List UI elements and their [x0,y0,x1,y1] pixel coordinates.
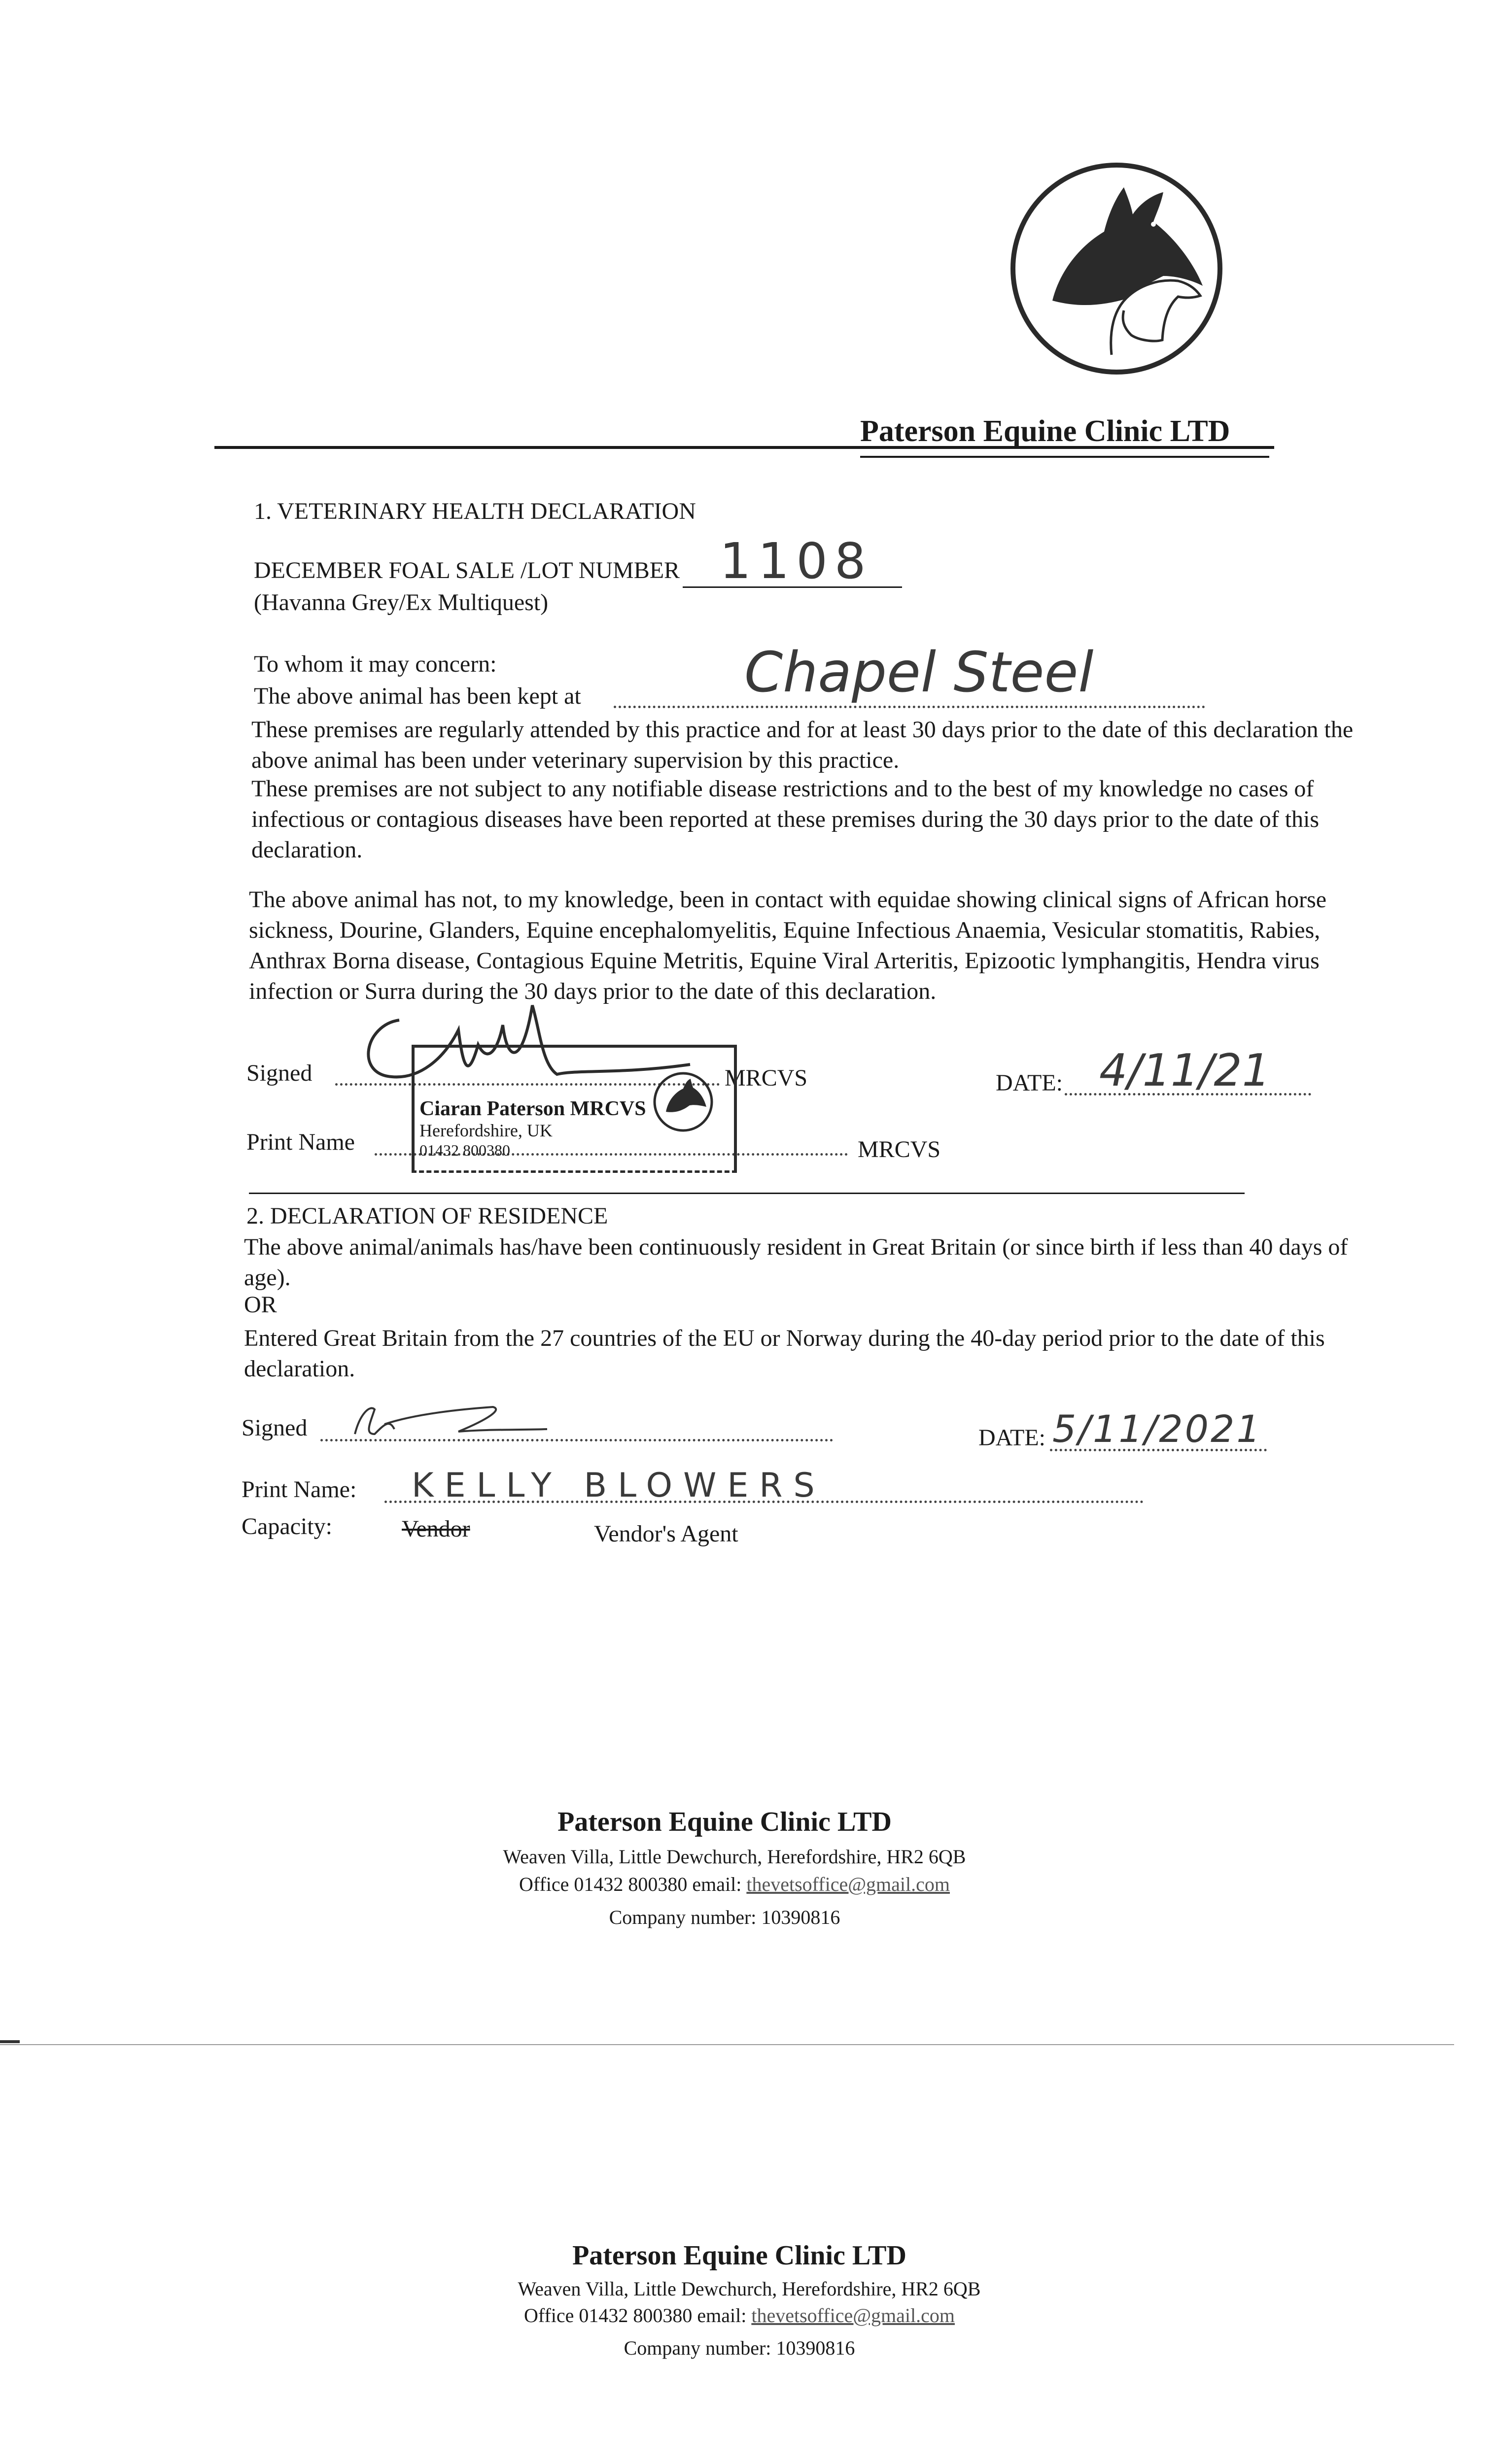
vet-stamp [412,1045,737,1173]
footer1-address: Weaven Villa, Little Dewchurch, Herefordshire, HR2 6QB [503,1846,966,1868]
footer2-office: Office 01432 800380 email: [523,2304,747,2327]
residence-signature [340,1395,557,1449]
section1-para2: These premises are not subject to any notifiable disease restrictions and to the best of my knowledge no cases of infectious or contagious diseases have been reported at these premises during the 30 days prior to the date of this declaration. [251,776,1320,863]
stamp-location: Herefordshire, UK [419,1121,553,1140]
section2-para1: The above animal/animals has/have been continuously resident in Great Britain (or since birth if less than 40 days of age). [244,1234,1348,1291]
lot-number-handwritten: 1108 [720,532,873,590]
horse-head-icon [1006,158,1227,379]
pedigree: (Havanna Grey/Ex Multiquest) [254,589,549,616]
section2-heading: 2. DECLARATION OF RESIDENCE [246,1203,608,1229]
footer1-company-number: Company number: 10390816 [609,1906,840,1928]
section2-para2: Entered Great Britain from the 27 countries of the EU or Norway during the 40-day period prior to the date of this declaration. [244,1325,1325,1382]
vet-signed-label: Signed [246,1060,313,1086]
lot-label: DECEMBER FOAL SALE /LOT NUMBER [254,557,680,583]
capacity-vendor-agent: Vendor's Agent [594,1521,738,1547]
scan-fold-line [0,2044,1454,2045]
residence-print-name-handwritten: KELLY BLOWERS [412,1466,826,1505]
header-clinic-name: Paterson Equine Clinic LTD [860,414,1230,448]
vet-print-name-label: Print Name [246,1129,355,1155]
residence-date-label: DATE: [978,1425,1045,1451]
header-underline [860,456,1269,458]
section2-or: OR [244,1292,277,1318]
capacity-vendor: Vendor [402,1516,470,1542]
footer2-email-link[interactable]: thevetsoffice@gmail.com [751,2304,955,2327]
section1-para3: The above animal has not, to my knowledge, been in contact with equidae showing clinical signs of African horse sickness, Dourine, Glanders, Equine encephalomyelitis, Equine Infectious Anaemia, Vesicular stomatitis, Rabies, Anthrax Borna disease, Contagious Equine Metritis, Equine Viral Arteritis, Epizootic lymphangitis, Hendra virus infection or Surra during the 30 days prior to the date of this declaration. [249,887,1327,1004]
section1-para1: These premises are regularly attended by this practice and for at least 30 days prior to the date of this declaration the above animal has been under veterinary supervision by this practice. [251,717,1354,773]
stamp-horse-icon [651,1070,715,1134]
footer2-company-number: Company number: 10390816 [624,2337,855,2359]
scan-edge-mark [0,2040,20,2043]
stamp-name: Ciaran Paterson MRCVS [419,1097,646,1120]
section1-heading: 1. VETERINARY HEALTH DECLARATION [254,498,696,524]
clinic-logo [1006,158,1227,379]
residence-date-handwritten: 5/11/2021 [1052,1407,1262,1451]
vet-print-name-mrcvs: MRCVS [858,1136,941,1163]
kept-at-label: The above animal has been kept at [254,683,581,709]
footer2-clinic-name: Paterson Equine Clinic LTD [572,2240,906,2271]
capacity-label: Capacity: [242,1513,332,1540]
residence-print-name-label: Print Name: [242,1476,357,1503]
footer2-address: Weaven Villa, Little Dewchurch, Herefordshire, HR2 6QB [518,2278,981,2300]
stamp-phone: 01432 800380 [419,1141,510,1159]
kept-at-dotted-line [614,706,1205,708]
section-divider [249,1193,1245,1194]
vet-date-handwritten: 4/11/21 [1099,1045,1270,1096]
footer1-clinic-name: Paterson Equine Clinic LTD [557,1807,892,1837]
salutation: To whom it may concern: [254,651,497,677]
residence-signed-label: Signed [242,1415,308,1441]
footer2-contact [434,2304,1045,2327]
footer1-office: Office 01432 800380 email: [519,1873,742,1895]
vet-date-label: DATE: [996,1070,1063,1096]
vet-signed-mrcvs: MRCVS [725,1065,808,1091]
kept-at-handwritten: Chapel Steel [744,641,1094,705]
footer1-contact [429,1873,1040,1896]
footer1-email-link[interactable]: thevetsoffice@gmail.com [746,1873,950,1895]
